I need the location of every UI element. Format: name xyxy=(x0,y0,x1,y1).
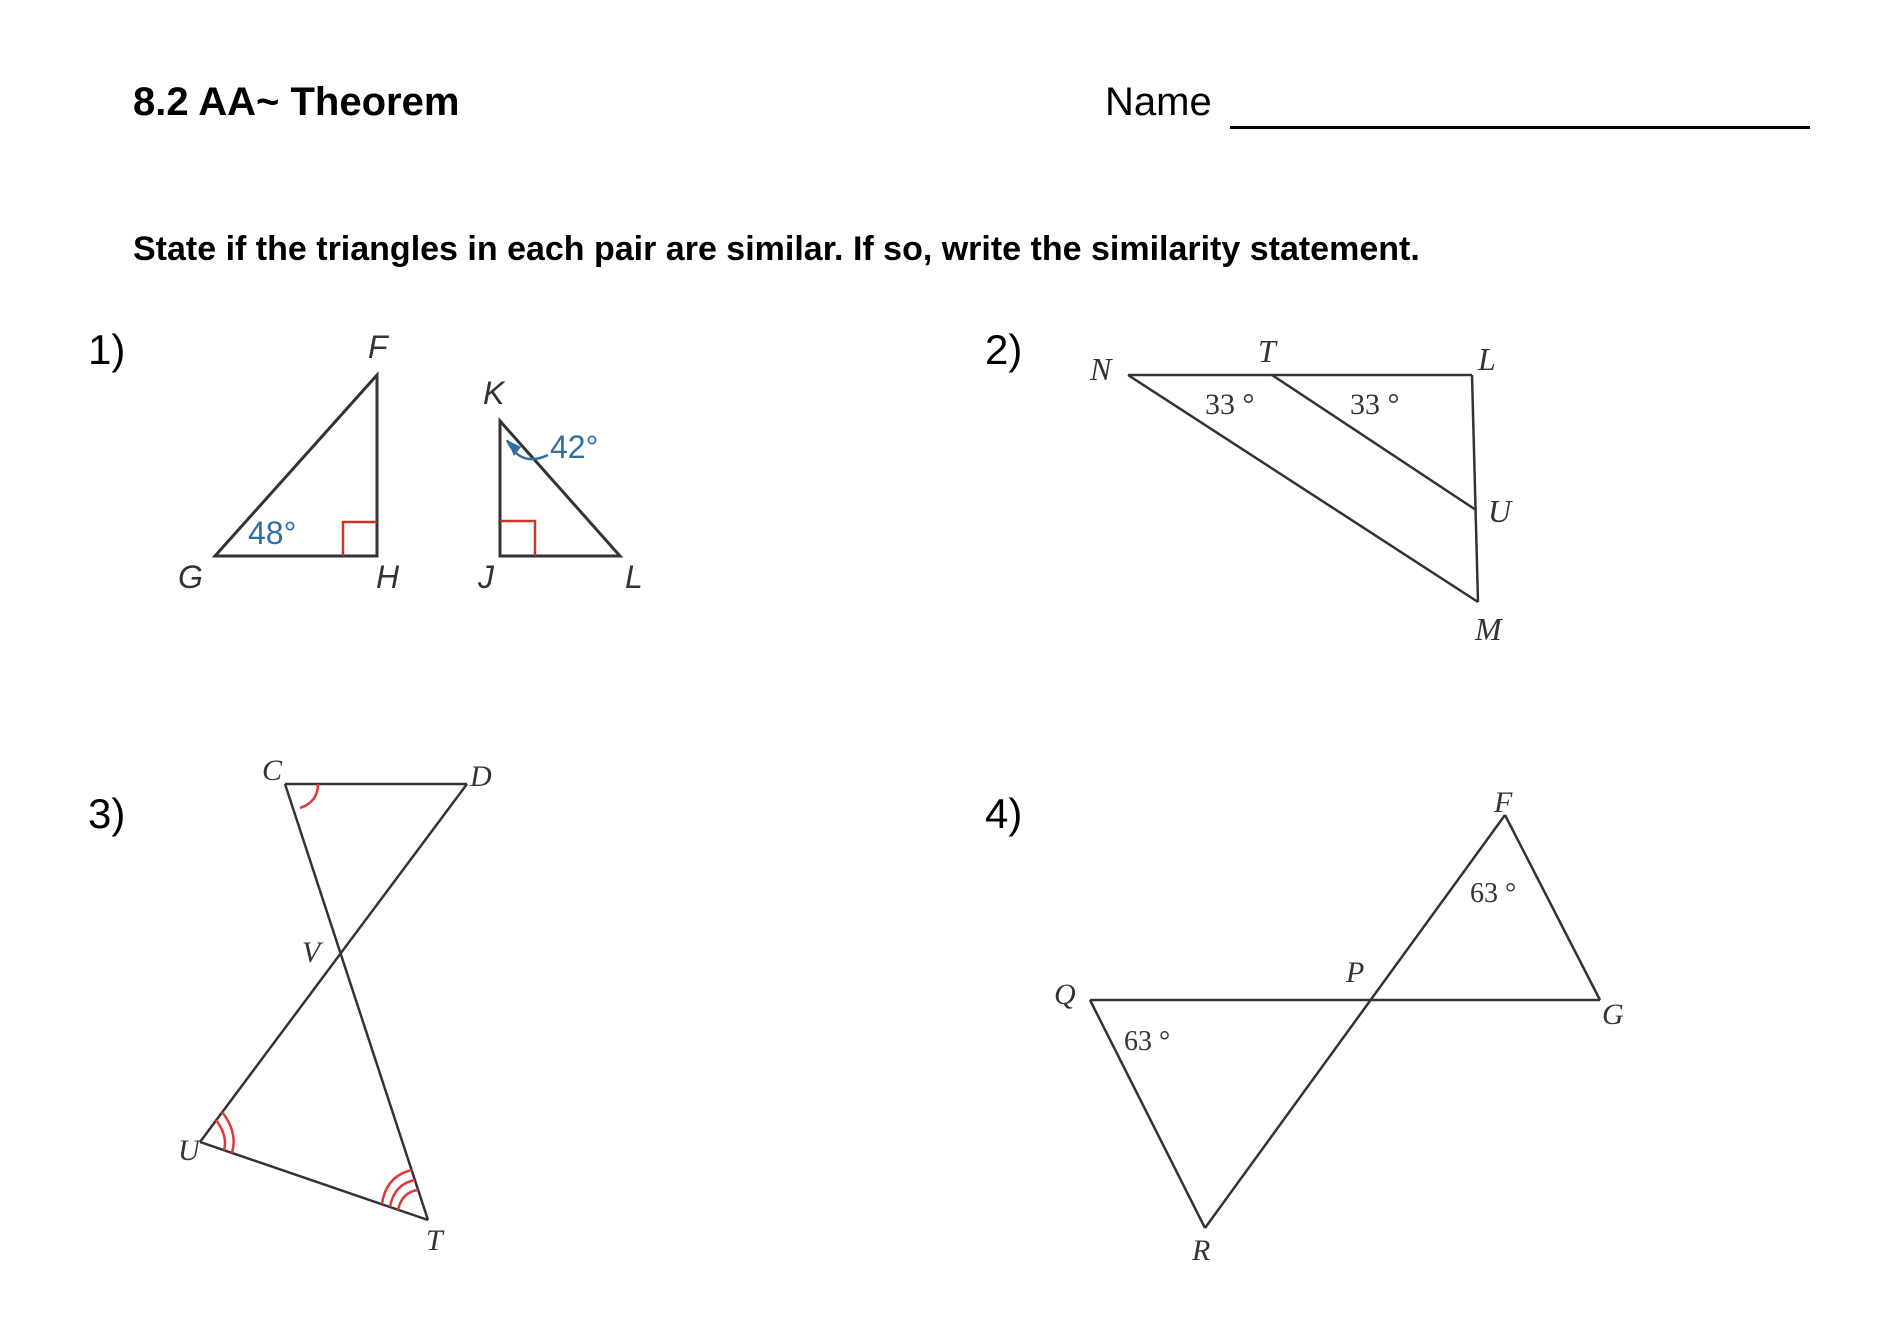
vertex-label-k: K xyxy=(483,375,505,411)
segment-fr xyxy=(1205,815,1505,1228)
angle-label-g: 48° xyxy=(248,515,297,551)
name-label: Name xyxy=(1105,80,1212,124)
vertex-label-h: H xyxy=(376,559,400,595)
vertex-label-f2: F xyxy=(1494,786,1513,819)
vertex-label-m: M xyxy=(1475,611,1502,647)
angle-label-k: 42° xyxy=(550,429,599,465)
vertex-label-c: C xyxy=(262,754,283,787)
vertex-label-n: N xyxy=(1090,351,1112,387)
vertex-label-q: Q xyxy=(1054,978,1076,1011)
vertex-label-v: V xyxy=(302,936,321,969)
vertex-label-t2: T xyxy=(426,1224,443,1257)
problem-3-number: 3) xyxy=(88,790,126,837)
instructions: State if the triangles in each pair are similar. If so, write the similarity statement. xyxy=(133,230,1420,268)
worksheet-title: 8.2 AA~ Theorem xyxy=(133,80,460,124)
vertex-label-l2: L xyxy=(1478,341,1496,377)
angle-label-n: 33 ° xyxy=(1205,388,1255,421)
vertex-label-j: J xyxy=(478,559,494,595)
vertex-label-l: L xyxy=(625,559,643,595)
problem-4-number: 4) xyxy=(985,790,1023,837)
vertex-label-f: F xyxy=(368,329,388,365)
vertex-label-t: T xyxy=(1258,333,1276,369)
segment-fg xyxy=(1505,815,1600,1000)
vertex-label-g2: G xyxy=(1602,998,1624,1031)
vertex-label-p: P xyxy=(1346,956,1365,989)
vertex-label-r: R xyxy=(1192,1234,1211,1267)
problem-1-number: 1) xyxy=(88,326,126,373)
vertex-label-u2: U xyxy=(178,1134,200,1167)
vertex-label-d: D xyxy=(470,760,492,793)
problem-2-number: 2) xyxy=(985,326,1023,373)
vertex-label-g: G xyxy=(178,559,203,595)
angle-label-f: 63 ° xyxy=(1470,878,1517,909)
vertex-label-u: U xyxy=(1488,493,1512,529)
angle-label-q: 63 ° xyxy=(1124,1026,1171,1057)
angle-label-t: 33 ° xyxy=(1350,388,1400,421)
